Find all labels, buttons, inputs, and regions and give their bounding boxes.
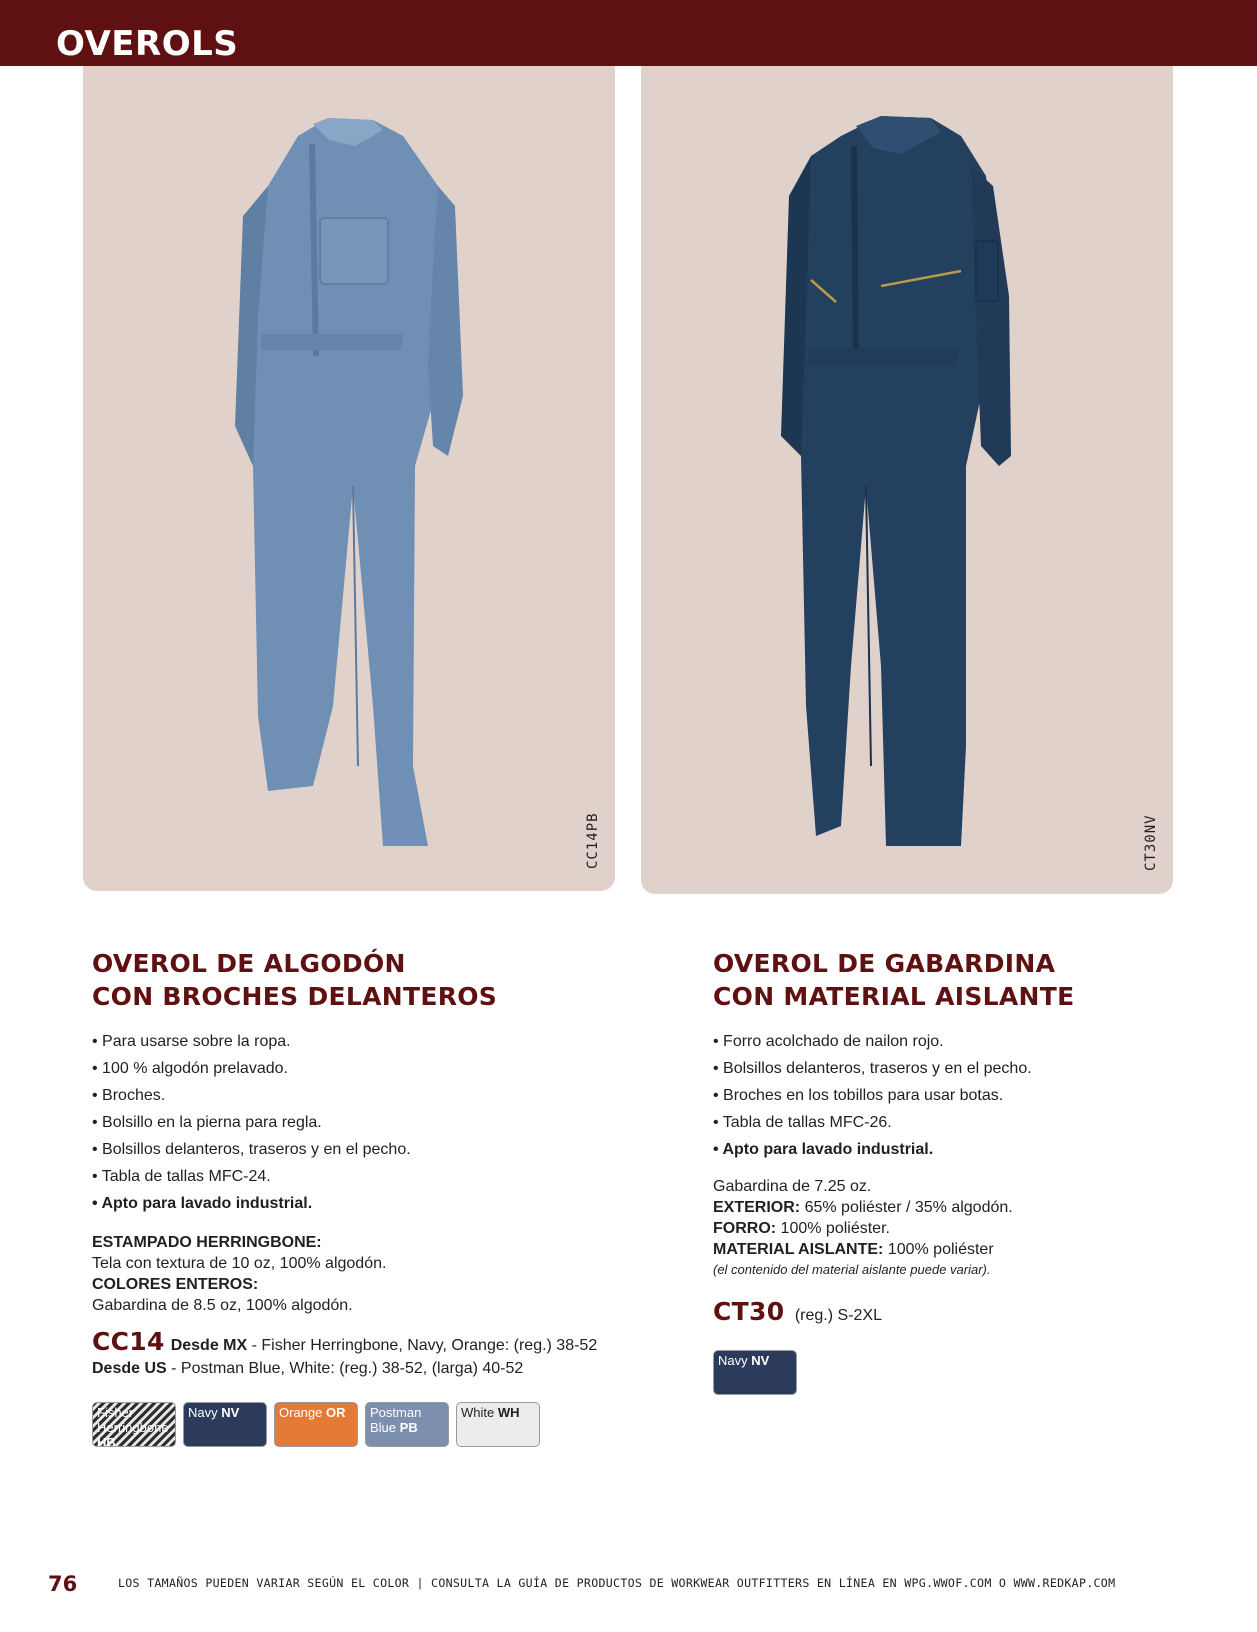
feature-item: • Tabla de tallas MFC-26. [713, 1109, 1032, 1136]
spec-text: Tela con textura de 10 oz, 100% algodón. [92, 1255, 387, 1272]
feature-item: • Tabla de tallas MFC-24. [92, 1163, 411, 1190]
feature-item: • Bolsillo en la pierna para regla. [92, 1109, 411, 1136]
spec-text: 65% poliéster / 35% algodón. [800, 1199, 1013, 1216]
color-swatch-postman-blue[interactable] [365, 1402, 449, 1447]
size-range: (reg.) S-2XL [794, 1307, 882, 1324]
spec-note: (el contenido del material aislante puede variar). [713, 1262, 991, 1277]
swatch-label [370, 1405, 440, 1435]
color-swatch-white[interactable] [456, 1402, 540, 1447]
swatch-name: Navy [188, 1405, 218, 1420]
page-title: OVEROLS [56, 24, 239, 64]
swatch-label [461, 1405, 520, 1420]
swatch-label [718, 1353, 769, 1368]
spec-label: EXTERIOR: [713, 1199, 801, 1216]
photo-sku-label: CC14PB [585, 812, 601, 869]
swatch-code: NV [221, 1405, 240, 1420]
coverall-image-navy [641, 66, 1173, 894]
swatch-name: Postman Blue [370, 1405, 422, 1435]
swatch-label [97, 1405, 175, 1447]
feature-item: • 100 % algodón prelavado. [92, 1055, 411, 1082]
availability-label: Desde MX [170, 1337, 248, 1354]
product-title-line: OVEROL DE ALGODÓN [92, 949, 406, 978]
style-availability-ct30 [713, 1297, 882, 1328]
coverall-image-light-blue [83, 66, 615, 891]
style-code: CT30 [713, 1297, 785, 1326]
spec-label: COLORES ENTEROS: [92, 1276, 259, 1293]
spec-text: Gabardina de 8.5 oz, 100% algodón. [92, 1297, 353, 1314]
feature-item: • Bolsillos delanteros, traseros y en el pecho. [92, 1136, 411, 1163]
feature-item: • Broches. [92, 1082, 411, 1109]
style-availability-mx [92, 1327, 598, 1358]
style-availability-us [92, 1357, 523, 1381]
swatch-code: NV [751, 1353, 770, 1368]
fabric-specs-ct30 [713, 1176, 1013, 1279]
spec-row [713, 1218, 1013, 1239]
swatch-label [279, 1405, 346, 1420]
swatch-name: Orange [279, 1405, 323, 1420]
product-photo-ct30 [641, 66, 1173, 894]
footer-note: LOS TAMAÑOS PUEDEN VARIAR SEGÚN EL COLOR | CONSULTA LA GUÍA DE PRODUCTOS DE WORKWEAR OUTFITTERS EN LÍNEA EN WPG.WWOF.COM O WWW.REDKAP.COM [118, 1576, 1116, 1590]
spec-label: MATERIAL AISLANTE: [713, 1241, 884, 1258]
style-code: CC14 [92, 1327, 165, 1356]
feature-item: • Apto para lavado industrial. [92, 1190, 411, 1217]
feature-item: • Apto para lavado industrial. [713, 1136, 1032, 1163]
swatch-name: Fisher Herringbone [97, 1405, 169, 1435]
swatch-code: HB [97, 1435, 116, 1447]
color-swatch-navy[interactable] [183, 1402, 267, 1447]
spec-text: 100% poliéster [883, 1241, 994, 1258]
fabric-specs-cc14 [92, 1232, 386, 1316]
color-swatch-orange[interactable] [274, 1402, 358, 1447]
swatch-code: OR [326, 1405, 346, 1420]
spec-text: Gabardina de 7.25 oz. [713, 1178, 872, 1195]
availability-text: - Postman Blue, White: (reg.) 38-52, (larga) 40-52 [166, 1360, 524, 1377]
page-number: 76 [48, 1572, 78, 1596]
spec-row [713, 1239, 1013, 1260]
product-title-cc14 [92, 947, 497, 1013]
feature-item: • Para usarse sobre la ropa. [92, 1028, 411, 1055]
spec-text: 100% poliéster. [776, 1220, 890, 1237]
color-swatch-herringbone[interactable] [92, 1402, 176, 1447]
product-title-line: OVEROL DE GABARDINA [713, 949, 1056, 978]
feature-list-ct30 [713, 1028, 1032, 1163]
swatch-code: PB [399, 1420, 418, 1435]
product-title-ct30 [713, 947, 1074, 1013]
feature-item: • Forro acolchado de nailon rojo. [713, 1028, 1032, 1055]
photo-sku-label: CT30NV [1143, 814, 1159, 871]
swatch-label [188, 1405, 239, 1420]
availability-text: - Fisher Herringbone, Navy, Orange: (reg.) 38-52 [247, 1337, 598, 1354]
feature-item: • Broches en los tobillos para usar botas. [713, 1082, 1032, 1109]
feature-list-cc14 [92, 1028, 411, 1217]
product-title-line: CON BROCHES DELANTEROS [92, 982, 498, 1011]
swatch-name: Navy [718, 1353, 748, 1368]
product-photo-cc14 [83, 66, 615, 891]
product-title-line: CON MATERIAL AISLANTE [713, 982, 1075, 1011]
availability-label: Desde US [92, 1360, 167, 1377]
swatch-code: WH [497, 1405, 520, 1420]
spec-label: FORRO: [713, 1220, 777, 1237]
feature-item: • Bolsillos delanteros, traseros y en el pecho. [713, 1055, 1032, 1082]
color-swatch-navy[interactable] [713, 1350, 797, 1395]
spec-row [713, 1197, 1013, 1218]
spec-label: ESTAMPADO HERRINGBONE: [92, 1234, 322, 1251]
swatch-name: White [461, 1405, 495, 1420]
